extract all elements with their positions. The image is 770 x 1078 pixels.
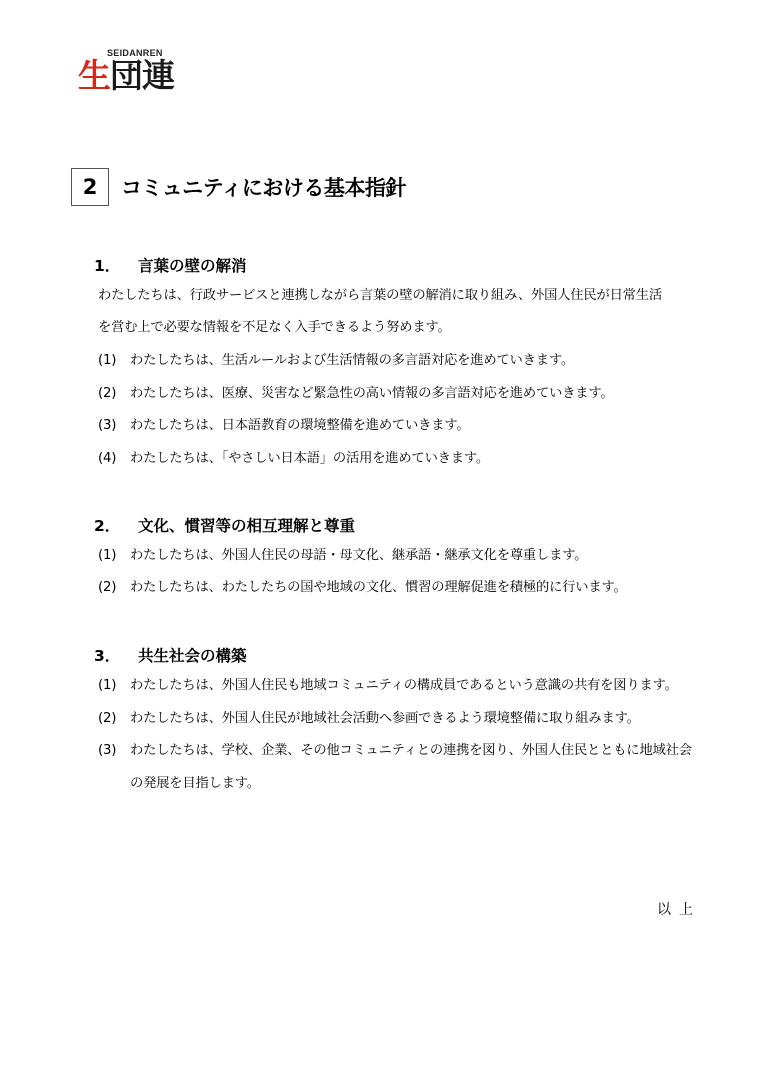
item-number: (2) [98,386,117,401]
list-item [98,351,574,371]
section-title: 言葉の壁の解消 [138,257,247,275]
list-item [98,416,469,436]
section-title: 文化、慣習等の相互理解と尊重 [138,517,356,535]
section-heading-2 [94,514,355,536]
list-item [98,384,614,404]
item-number: (1) [98,353,117,368]
chapter-number-box: 2 [71,168,109,206]
item-text: わたしたちは、生活ルールおよび生活情報の多言語対応を進めていきます。 [130,353,574,368]
section-heading-1 [94,254,247,276]
section-number: 3． [94,647,121,665]
item-number: (4) [98,451,117,466]
section-number: 1． [94,257,121,275]
item-text: わたしたちは、外国人住民も地域コミュニティの構成員であるという意識の共有を図ります。 [130,678,678,693]
logo-kanji-3: 連 [142,56,174,95]
logo-kanji-1: 生 [78,56,110,95]
list-item [98,741,692,761]
item-text: わたしたちは、日本語教育の環境整備を進めていきます。 [130,418,470,433]
seidanren-logo [78,48,188,98]
item-continuation: の発展を目指します。 [130,776,260,791]
item-text: わたしたちは、「やさしい日本語」の活用を進めていきます。 [130,451,489,466]
list-item [98,546,587,566]
section-intro-line: を営む上で必要な情報を不足なく入手できるよう努めます。 [98,320,451,335]
list-item [98,709,640,729]
item-number: (1) [98,678,117,693]
logo-romaji: SEIDANREN [107,48,163,58]
section-heading-3 [94,644,247,666]
list-item [98,578,627,598]
item-number: (3) [98,743,117,758]
chapter-heading [71,167,406,207]
section-number: 2． [94,517,121,535]
item-number: (3) [98,418,117,433]
logo-kanji-2: 団 [110,56,142,95]
section-title: 共生社会の構築 [138,647,247,665]
closing-mark: 以上 [657,902,701,918]
item-text: わたしたちは、学校、企業、その他コミュニティとの連携を図り、外国人住民とともに地域社会 [130,743,692,758]
item-text: わたしたちは、外国人住民の母語・母文化、継承語・継承文化を尊重します。 [130,548,588,563]
item-number: (1) [98,548,117,563]
item-number: (2) [98,580,117,595]
list-item [98,676,678,696]
chapter-title: コミュニティにおける基本指針 [121,176,406,200]
item-text: わたしたちは、わたしたちの国や地域の文化、慣習の理解促進を積極的に行います。 [130,580,627,595]
item-number: (2) [98,711,117,726]
section-intro-line: わたしたちは、行政サービスと連携しながら言葉の壁の解消に取り組み、外国人住民が日常生活 [98,288,662,303]
logo-kanji [78,56,174,96]
list-item [98,449,489,469]
item-text: わたしたちは、外国人住民が地域社会活動へ参画できるよう環境整備に取り組みます。 [130,711,640,726]
item-text: わたしたちは、医療、災害など緊急性の高い情報の多言語対応を進めていきます。 [130,386,614,401]
